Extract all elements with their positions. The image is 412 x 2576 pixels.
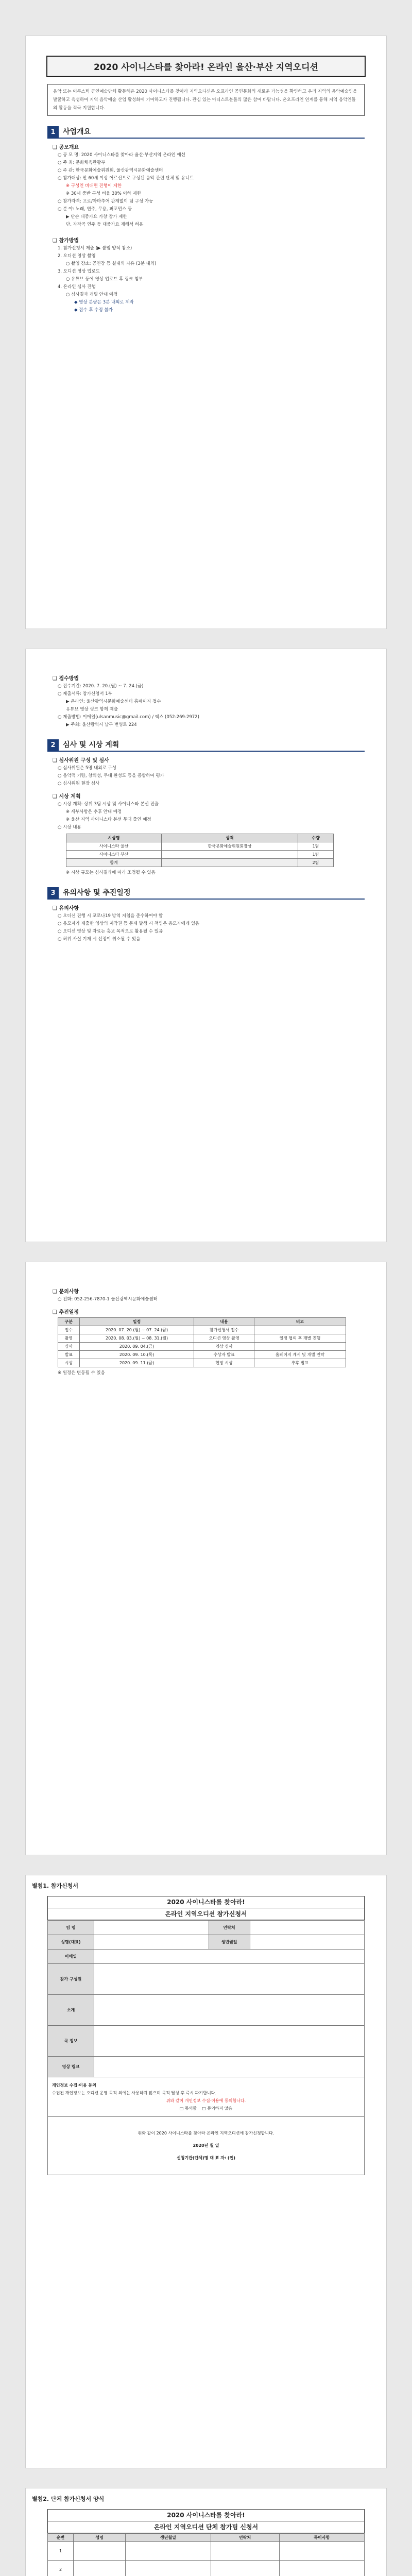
table-header: 특이사항 (279, 2534, 364, 2542)
subheading: ❑ 시상 계획 (53, 794, 81, 800)
consent-box (48, 2077, 365, 2117)
text-line: ○ 참가자격: 프로/아마추어 관계없이 팀 구성 가능 (58, 199, 153, 204)
text-line: 단, 자작곡 연주 등 대중가요 재해석 허용 (66, 222, 144, 227)
subheading: ❑ 참가방법 (53, 238, 79, 244)
group-members-table (47, 2533, 365, 2576)
table-cell: 2020. 09. 10.(목) (79, 1351, 194, 1359)
table-header: 생년월일 (126, 2534, 211, 2542)
table-cell: 수상자 발표 (194, 1351, 254, 1359)
table-cell: 사이니스타 울산 (66, 842, 162, 851)
form-title-line-2: 온라인 지역오디션 참가신청서 (48, 1908, 364, 1920)
page-3 (26, 1262, 386, 1855)
table-cell: 현장 시상 (194, 1359, 254, 1367)
text-line: ※ 울산 지역 사이니스타 본선 무대 출연 예정 (66, 817, 151, 822)
text-line: ○ 심사결과 개별 안내 예정 (66, 292, 118, 297)
notice-line: ※ 시상 규모는 심사결과에 따라 조정될 수 있음 (66, 870, 156, 875)
section-header (47, 739, 365, 752)
notice-line: ※ 일정은 변동될 수 있음 (58, 1370, 105, 1376)
subheading: ❑ 공모개요 (53, 145, 79, 150)
page-1 (26, 36, 386, 629)
form-label: 참가 구성원 (48, 1964, 94, 1995)
section-title: 심사 및 시상 계획 (63, 741, 119, 749)
table-header: 구분 (58, 1318, 80, 1326)
video-link-field[interactable] (94, 2057, 365, 2077)
text-line: ▶ 단순 대중가요 가창 참가 제한 (66, 214, 127, 219)
declaration-text: 위와 같이 2020 사이니스타를 찾아라 온라인 지역오디션에 참가신청합니다. (138, 2131, 274, 2136)
table-row (48, 2542, 365, 2561)
text-line: ▶ 주최: 울산광역시 남구 번영로 224 (66, 722, 137, 727)
form-label: 성명(대표) (48, 1935, 94, 1950)
text-line: ○ 허위 사실 기재 시 선정이 취소될 수 있음 (58, 937, 141, 942)
text-line: ○ 전화: 052-256-7870-1 울산광역시문화예술센터 (58, 1297, 158, 1302)
form-label: 연락처 (209, 1921, 250, 1935)
table-cell: 2020. 08. 03.(월) ~ 08. 31.(월) (79, 1334, 194, 1343)
birth-cell[interactable] (126, 2542, 211, 2561)
table-cell: 영상 심사 (194, 1343, 254, 1351)
table-row (58, 1351, 346, 1359)
members-field[interactable] (94, 1964, 365, 1995)
table-cell: 접수 (58, 1326, 80, 1334)
notice-line: ◆ 접수 후 수정 불가 (74, 308, 113, 313)
page-5 (26, 2488, 386, 2576)
email-field[interactable] (94, 1950, 365, 1964)
text-line: ○ 심사위원은 5명 내외로 구성 (58, 766, 116, 771)
table-cell: 추후 발표 (254, 1359, 346, 1367)
phone-cell[interactable] (211, 2542, 279, 2561)
form-title-line-1: 2020 사이니스타를 찾아라! (167, 1899, 245, 1906)
table-cell: 2020. 09. 11.(금) (79, 1359, 194, 1367)
text-line: ○ 공 모 명: 2020 사이니스타를 찾아라 울산·부산지역 온라인 예선 (58, 152, 185, 158)
form-label: 곡 정보 (48, 2026, 94, 2057)
text-line: 2. 오디션 영상 촬영 (58, 253, 96, 259)
text-line: ○ 응모자가 제출한 영상의 저작권 등 문제 발생 시 책임은 응모자에게 있음 (58, 921, 200, 926)
table-header: 시상명 (66, 834, 162, 842)
form-title-line-2: 온라인 지역오디션 단체 참가팀 신청서 (48, 2521, 364, 2533)
page-4 (26, 1875, 386, 2468)
table-header: 일정 (79, 1318, 194, 1326)
table-row (58, 1343, 346, 1351)
consent-agree-checkbox[interactable]: □ 동의함 (179, 2106, 197, 2111)
table-cell: 한국문화예술위원회장상 (162, 842, 298, 851)
section-number: 1 (47, 126, 59, 138)
table-cell: 심사 (58, 1343, 80, 1351)
subheading: ❑ 심사위원 구성 및 심사 (53, 758, 109, 764)
attachment-label: 별첨1. 참가신청서 (32, 1883, 79, 1889)
award-table (66, 834, 334, 867)
notice-line: ※ 구성인 비대면 진행이 제한 (66, 183, 122, 189)
table-header: 내용 (194, 1318, 254, 1326)
table-row (58, 1334, 346, 1343)
signature-line: 신청기관(단체)명 대 표 자: (인) (177, 2156, 235, 2160)
text-line: ○ 분 야: 노래, 연주, 무용, 퍼포먼스 등 (58, 207, 132, 212)
song-field[interactable] (94, 2026, 365, 2057)
section-header (47, 887, 365, 900)
table-row (58, 1359, 346, 1367)
table-row (48, 2561, 365, 2576)
section-number: 2 (47, 739, 59, 751)
section-number: 3 (47, 887, 59, 899)
table-row (66, 851, 334, 859)
page-2 (26, 649, 386, 1242)
table-cell: 발표 (58, 1351, 80, 1359)
table-cell: 2020. 07. 20.(월) ~ 07. 24.(금) (79, 1326, 194, 1334)
table-header: 상격 (162, 834, 298, 842)
form-title (47, 2509, 365, 2533)
subheading: ❑ 접수방법 (53, 676, 79, 682)
notice-line: ◆ 영상 분량은 3분 내외로 제작 (74, 300, 134, 305)
table-cell: 홈페이지 게시 및 개별 연락 (254, 1351, 346, 1359)
text-line: ○ 참가대상: 만 60세 이상 어르신으로 구성된 음악 관련 단체 및 유니트 (58, 176, 194, 181)
table-header: 연락처 (211, 2534, 279, 2542)
form-title-line-1: 2020 사이니스타를 찾아라! (167, 2512, 245, 2519)
row-number: 2 (48, 2561, 74, 2576)
table-cell: 1팀 (298, 851, 334, 859)
text-line: ○ 제출서류: 참가신청서 1부 (58, 691, 112, 697)
attachment-label: 별첨2. 단체 참가신청서 양식 (32, 2496, 105, 2502)
subheading: ❑ 문의사항 (53, 1289, 79, 1295)
table-cell: 참가신청서 접수 (194, 1326, 254, 1334)
section-title: 유의사항 및 추진일정 (63, 889, 131, 897)
team-name-field[interactable] (94, 1921, 209, 1935)
phone-field[interactable] (250, 1921, 365, 1935)
text-line: ○ 시상 계획: 상위 3팀 시상 및 사이니스타 본선 진출 (58, 802, 159, 807)
table-row (66, 842, 334, 851)
form-title (47, 1896, 365, 1920)
consent-title: 개인정보 수집·이용 동의 (52, 2083, 96, 2088)
table-cell: 2020. 09. 04.(금) (79, 1343, 194, 1351)
text-line: ※ 세부사항은 추후 안내 예정 (66, 809, 122, 815)
form-label: 생년월일 (209, 1935, 250, 1950)
text-line: 4. 온라인 심사 진행 (58, 284, 96, 290)
section-title: 사업개요 (63, 128, 91, 136)
name-cell[interactable] (74, 2542, 126, 2561)
text-line: ○ 오디션 영상 및 자료는 홍보 목적으로 활용될 수 있음 (58, 929, 163, 934)
form-label: 소개 (48, 1995, 94, 2026)
text-line: ○ 제출방법: 이메일(ulsanmusic@gmail.com) / 팩스 (052-269-2972) (58, 715, 199, 720)
phone-cell[interactable] (211, 2561, 279, 2576)
subheading: ❑ 유의사항 (53, 906, 79, 911)
subheading: ❑ 추진일정 (53, 1310, 79, 1315)
table-cell (254, 1326, 346, 1334)
name-cell[interactable] (74, 2561, 126, 2576)
birth-field[interactable] (250, 1935, 365, 1950)
text-line: ○ 주 관: 한국문화예술위원회, 울산광역시문화예술센터 (58, 168, 163, 173)
row-number: 1 (48, 2542, 74, 2561)
table-row (66, 859, 334, 867)
text-line: ○ 음악적 기량, 창의성, 무대 완성도 등을 종합하여 평가 (58, 773, 164, 778)
text-line: ○ 촬영 장소: 공연장 등 실내외 자유 (3분 내외) (66, 261, 157, 266)
form-label: 영상 링크 (48, 2057, 94, 2077)
table-cell: 촬영 (58, 1334, 80, 1343)
form-label: 팀 명 (48, 1921, 94, 1935)
text-line: ○ 심사위원 현장 심사 (58, 781, 100, 786)
birth-cell[interactable] (126, 2561, 211, 2576)
declaration-box (48, 2117, 365, 2175)
note-cell[interactable] (279, 2542, 364, 2561)
table-header: 비고 (254, 1318, 346, 1326)
notice-line: ※ 30세 중반 구성 비율 30% 이하 제한 (66, 191, 142, 196)
text-line: ○ 주 최: 문화체육관광부 (58, 160, 106, 165)
table-row (58, 1326, 346, 1334)
table-cell: 합계 (66, 859, 162, 867)
declaration-date: 2020년 월 일 (193, 2143, 219, 2148)
table-cell: 일정 협의 후 개별 진행 (254, 1334, 346, 1343)
document-title: 2020 사이니스타를 찾아라! 온라인 울산·부산 지역오디션 (46, 56, 366, 77)
table-header: 수량 (298, 834, 334, 842)
table-cell: 1팀 (298, 842, 334, 851)
table-cell: 오디션 영상 촬영 (194, 1334, 254, 1343)
text-line: ○ 접수기간: 2020. 7. 20.(월) ~ 7. 24.(금) (58, 684, 144, 689)
consent-statement: 위와 같이 개인정보 수집·이용에 동의합니다. (166, 2098, 246, 2103)
text-line: ○ 유튜브 등에 영상 업로드 후 링크 첨부 (66, 277, 143, 282)
text-line: 유튜브 영상 링크 함께 제출 (66, 707, 118, 712)
text-line: ○ 오디션 진행 시 코로나19 방역 지침을 준수하여야 함 (58, 913, 163, 919)
application-form (47, 1920, 365, 2175)
table-cell (162, 851, 298, 859)
schedule-table (58, 1317, 346, 1367)
note-cell[interactable] (279, 2561, 364, 2576)
section-header (47, 126, 365, 139)
name-field[interactable] (94, 1935, 209, 1950)
intro-field[interactable] (94, 1995, 365, 2026)
table-header: 성명 (74, 2534, 126, 2542)
table-header: 순번 (48, 2534, 74, 2542)
table-cell: 사이니스타 부산 (66, 851, 162, 859)
text-line: ○ 시상 내용 (58, 825, 81, 830)
table-cell: 2팀 (298, 859, 334, 867)
consent-body: 수집된 개인정보는 오디션 운영 목적 외에는 사용하지 않으며 목적 달성 후 즉시 파기합니다. (52, 2091, 216, 2095)
text-line: 1. 참가신청서 제출 (▶ 붙임 양식 참조) (58, 246, 132, 251)
table-cell: 시상 (58, 1359, 80, 1367)
text-line: ▶ 온라인: 울산광역시문화예술센터 홈페이지 접수 (66, 699, 161, 704)
form-label: 이메일 (48, 1950, 94, 1964)
table-cell (162, 859, 298, 867)
consent-disagree-checkbox[interactable]: □ 동의하지 않음 (202, 2106, 233, 2111)
text-line: 3. 오디션 영상 업로드 (58, 269, 100, 274)
intro-box: 음악 또는 어쿠스틱 공연예술단체 활동해온 2020 사이니스타를 찾아라 지역오디션은 오프라인 공연문화의 새로운 가능성을 확인하고 우리 지역의 음악예술인을 발굴하고 육성하여 지역 음악예술 산업 활성화에 기여하고자 진행됩니다. 관심 있는 아티스트분들의 많은 참여 바랍니다. 온오프라인 연계를 통해 지역 음악인들의 활동을 적극 지원합니다. (47, 84, 365, 116)
table-cell (254, 1343, 346, 1351)
